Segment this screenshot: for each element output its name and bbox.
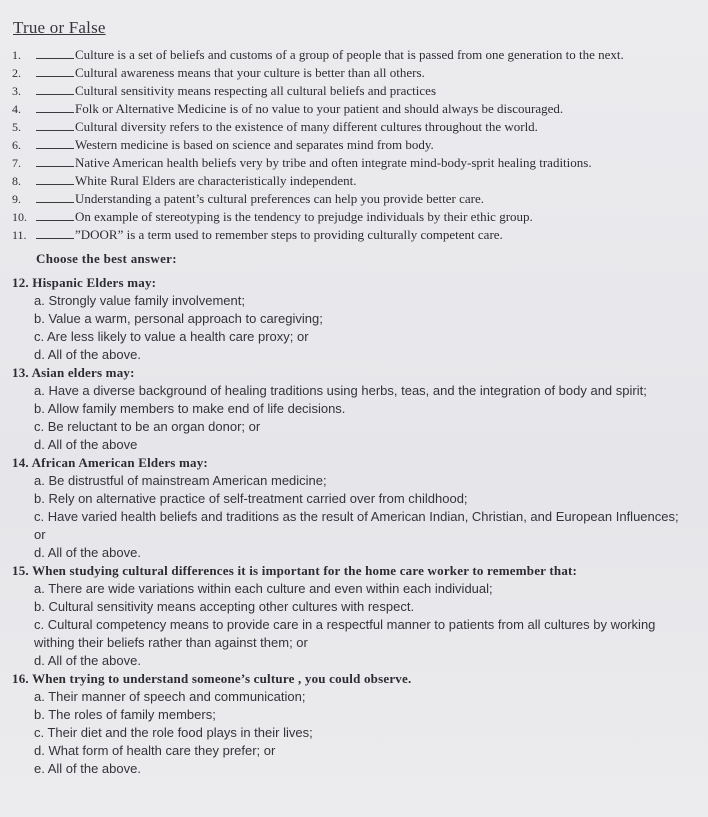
tf-number: 5.	[12, 120, 21, 134]
tf-item	[12, 190, 690, 208]
tf-statement: Native American health beliefs very by tribe and often integrate mind-body-sprit healing traditions.	[75, 155, 592, 170]
tf-statement: Western medicine is based on science and separates mind from body.	[75, 137, 434, 152]
page-title: True or False	[13, 18, 106, 37]
true-false-list	[12, 46, 690, 244]
tf-number: 6.	[12, 138, 21, 152]
tf-item	[12, 82, 690, 100]
option-b[interactable]: b. Allow family members to make end of life decisions.	[34, 401, 346, 416]
option-d[interactable]: d. All of the above	[34, 437, 138, 452]
answer-blank[interactable]	[36, 172, 74, 185]
tf-item	[12, 154, 690, 172]
tf-statement: ”DOOR” is a term used to remember steps to providing culturally competent care.	[75, 227, 503, 242]
answer-blank[interactable]	[36, 82, 74, 95]
option-a[interactable]: a. Strongly value family involvement;	[34, 293, 245, 308]
option-b[interactable]: b. The roles of family members;	[34, 707, 216, 722]
question-text: 15. When studying cultural differences it is important for the home care worker to remember that:	[12, 563, 578, 578]
option-b[interactable]: b. Value a warm, personal approach to caregiving;	[34, 311, 323, 326]
option-list	[12, 580, 690, 670]
answer-blank[interactable]	[36, 64, 74, 77]
option-c[interactable]: c. Are less likely to value a health care proxy; or	[34, 329, 309, 344]
option-a[interactable]: a. Be distrustful of mainstream American medicine;	[34, 473, 327, 488]
tf-item	[12, 226, 690, 244]
question-text: 13. Asian elders may:	[12, 365, 135, 380]
answer-blank[interactable]	[36, 208, 74, 221]
answer-blank[interactable]	[36, 154, 74, 167]
question-16	[12, 670, 690, 778]
tf-statement: Folk or Alternative Medicine is of no value to your patient and should always be discouraged.	[75, 101, 564, 116]
tf-number: 10.	[12, 210, 27, 224]
option-e[interactable]: e. All of the above.	[34, 761, 141, 776]
option-list	[12, 688, 690, 778]
option-list	[12, 382, 690, 454]
tf-item	[12, 208, 690, 226]
option-c[interactable]: c. Their diet and the role food plays in their lives;	[34, 725, 313, 740]
tf-statement: Cultural diversity refers to the existence of many different cultures throughout the world.	[75, 119, 538, 134]
option-a[interactable]: a. Their manner of speech and communication;	[34, 689, 306, 704]
question-13	[12, 364, 690, 454]
option-b[interactable]: b. Cultural sensitivity means accepting other cultures with respect.	[34, 599, 415, 614]
question-text: 14. African American Elders may:	[12, 455, 208, 470]
answer-blank[interactable]	[36, 100, 74, 113]
answer-blank[interactable]	[36, 136, 74, 149]
question-12	[12, 274, 690, 364]
answer-blank[interactable]	[36, 190, 74, 203]
tf-number: 11.	[12, 228, 27, 242]
option-d[interactable]: d. All of the above.	[34, 347, 141, 362]
tf-item	[12, 118, 690, 136]
tf-number: 3.	[12, 84, 21, 98]
option-d[interactable]: d. What form of health care they prefer; or	[34, 743, 276, 758]
tf-item	[12, 64, 690, 82]
option-list	[12, 472, 690, 562]
answer-blank[interactable]	[36, 46, 74, 59]
tf-statement: Understanding a patent’s cultural preferences can help you provide better care.	[75, 191, 484, 206]
option-d[interactable]: d. All of the above.	[34, 653, 141, 668]
tf-item	[12, 136, 690, 154]
tf-statement: Cultural sensitivity means respecting all cultural beliefs and practices	[75, 83, 436, 98]
question-14	[12, 454, 690, 562]
tf-statement: White Rural Elders are characteristically independent.	[75, 173, 357, 188]
tf-number: 7.	[12, 156, 21, 170]
question-15	[12, 562, 690, 670]
answer-blank[interactable]	[36, 118, 74, 131]
option-c[interactable]: c. Cultural competency means to provide care in a respectful manner to patients from all cultures by working withing their beliefs rather than against them; or	[34, 617, 656, 650]
question-text: 12. Hispanic Elders may:	[12, 275, 157, 290]
question-text: 16. When trying to understand someone’s culture , you could observe.	[12, 671, 412, 686]
option-a[interactable]: a. Have a diverse background of healing traditions using herbs, teas, and the integration of body and spirit;	[34, 383, 647, 398]
answer-blank[interactable]	[36, 226, 74, 239]
tf-number: 9.	[12, 192, 21, 206]
option-a[interactable]: a. There are wide variations within each culture and even within each individual;	[34, 581, 493, 596]
tf-statement: Cultural awareness means that your culture is better than all others.	[75, 65, 425, 80]
tf-number: 1.	[12, 48, 21, 62]
tf-number: 8.	[12, 174, 21, 188]
option-c[interactable]: c. Be reluctant to be an organ donor; or	[34, 419, 261, 434]
tf-item	[12, 172, 690, 190]
tf-statement: Culture is a set of beliefs and customs of a group of people that is passed from one generation to the next.	[75, 47, 624, 62]
option-list	[12, 292, 690, 364]
tf-item	[12, 46, 690, 64]
tf-number: 4.	[12, 102, 21, 116]
option-d[interactable]: d. All of the above.	[34, 545, 141, 560]
choose-best-answer-label: Choose the best answer:	[36, 251, 177, 266]
tf-number: 2.	[12, 66, 21, 80]
option-c[interactable]: c. Have varied health beliefs and traditions as the result of American Indian, Christian, and European Influences; or	[34, 509, 679, 542]
tf-statement: On example of stereotyping is the tendency to prejudge individuals by their ethic group.	[75, 209, 533, 224]
tf-item	[12, 100, 690, 118]
option-b[interactable]: b. Rely on alternative practice of self-treatment carried over from childhood;	[34, 491, 468, 506]
